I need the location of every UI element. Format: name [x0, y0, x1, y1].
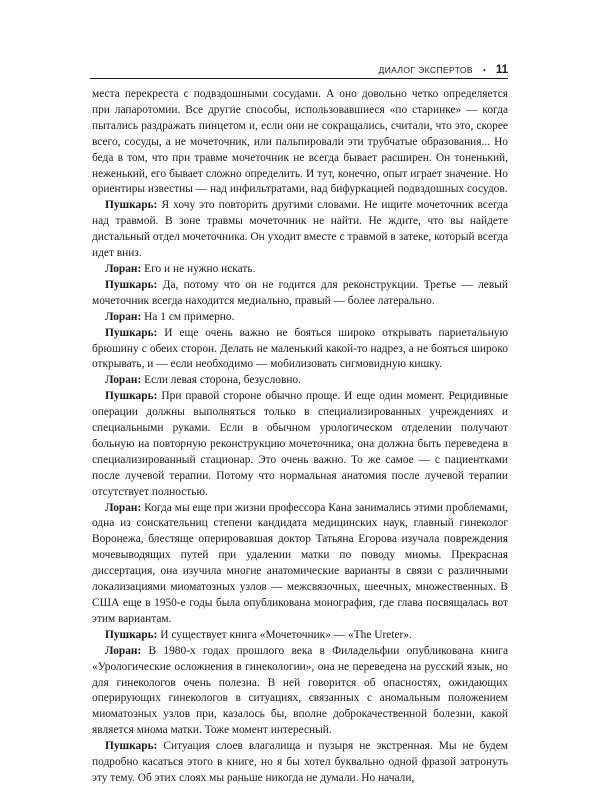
paragraph-text: И существует книга «Мочеточник» — «The Ureter».: [157, 628, 412, 641]
paragraph: [92, 87, 508, 198]
paragraph-text: места перекреста с подвздошными сосудами. А оно довольно четко определяется при лапаротомии. Все другие способы, использовавшиеся «по старинке» — когда пытались раздражать пинцетом и, если они не сокращались, считали, что это, скорее всего, сосуды, а не мочеточник, или пальпировали эти трубчатые образования... Но беда в том, что при травме мочеточник не всегда бывает расширен. Он тоненький, неженький, его бывает сложно определить. И тут, конечно, опыт играет значение. Но ориентиры известны — над инфильтратами, над бифуркацией подвздошных сосудов.: [92, 88, 508, 196]
page-number: 11: [495, 64, 508, 76]
paragraph-text: И еще очень важно не бояться широко открывать париетальную брюшину с обеих сторон. Делать не маленький какой-то надрез, а не бояться широко открывать, и — если необходимо — мобилизовать сигмовидную кишку.: [92, 326, 508, 371]
speaker-name: Пушкарь:: [105, 278, 158, 291]
speaker-name: Лоран:: [105, 310, 142, 323]
speaker-name: Пушкарь:: [105, 740, 158, 753]
paragraph-text: Когда мы еще при жизни профессора Кана занимались этими проблемами, одна из соискательниц степени кандидата медицинских наук, главный гинеколог Воронежа, блестяще оперировавшая доктор Татьяна Егорова изучала повреждения мочевыводящих путей при удалении матки по поводу миомы. Прекрасная диссертация, она изучила многие анатомические варианты в связи с различными локализациями миоматозных узлов — межсвязочных, шеечных, множественных. В США еще в 1950-е годы была опубликована монография, где глава посвящалась вот этим вариантам.: [92, 501, 508, 625]
paragraph: [92, 739, 508, 787]
speaker-name: Лоран:: [105, 644, 142, 657]
paragraph: [92, 373, 508, 389]
paragraph-text: На 1 см примерно.: [141, 310, 235, 323]
paragraph-text: Если левая сторона, безусловно.: [141, 374, 301, 387]
paragraph-text: При правой стороне обычно проще. И еще один момент. Рецидивные операции должны выполняться только в специализированных учреждениях и специальными руками. Если в обычном урологическом отделении получают больную на повторную реконструкцию мочеточника, она должна быть переведена в специализированный стационар. Это очень важно. То же самое — с пациентками после лучевой терапии. Потому что нормальная анатомия после лучевой терапии отсутствует полностью.: [92, 390, 508, 498]
running-header: [90, 62, 508, 79]
paragraph: [92, 262, 508, 278]
paragraph: [92, 389, 508, 500]
header-bullet: •: [483, 65, 486, 75]
running-title: ДИАЛОГ ЭКСПЕРТОВ: [378, 65, 474, 75]
speaker-name: Пушкарь:: [105, 628, 158, 641]
paragraph-text: В 1980-х годах прошлого века в Филадельфии опубликована книга «Урологические осложнения в гинекологии», она не переведена на русский язык, но для гинекологов очень полезна. В ней говорится об опасностях, ожидающих оперирующих гинекологов в ситуациях, связанных с аномальным положением миоматозных узлов при, казалось бы, вполне доброкачественной болезни, какой является миома матки. Тоже момент интересный.: [92, 644, 508, 737]
body-text: [92, 87, 508, 787]
paragraph: [92, 628, 508, 644]
paragraph-text: Его и не нужно искать.: [141, 262, 256, 275]
paragraph: [92, 310, 508, 326]
speaker-name: Пушкарь:: [105, 390, 158, 403]
paragraph-text: Ситуация слоев влагалища и пузыря не экстренная. Мы не будем подробно касаться этого в книге, но я бы хотел буквально одной фразой затронуть эту тему. Об этих слоях мы раньше никогда не думали. Но начали,: [92, 740, 508, 784]
paragraph-text: Я хочу это повторить другими словами. Не ищите мочеточник всегда над травмой. В зоне травмы мочеточник не найти. Не ждите, что вы найдете дистальный отдел мочеточника. Он уходит вместе с травмой в затеке, который всегда идет вниз.: [92, 199, 508, 260]
paragraph: [92, 198, 508, 262]
paragraph: [92, 278, 508, 310]
speaker-name: Пушкарь:: [105, 199, 158, 212]
paragraph-text: Да, потому что он не годится для реконструкции. Третье — левый мочеточник всегда находится медиально, правый — более латерально.: [92, 278, 508, 307]
speaker-name: Лоран:: [105, 374, 142, 387]
paragraph: [92, 326, 508, 374]
paragraph: [92, 501, 508, 628]
speaker-name: Пушкарь:: [105, 326, 158, 339]
speaker-name: Лоран:: [105, 262, 142, 275]
speaker-name: Лоран:: [105, 501, 142, 514]
paragraph: [92, 644, 508, 739]
